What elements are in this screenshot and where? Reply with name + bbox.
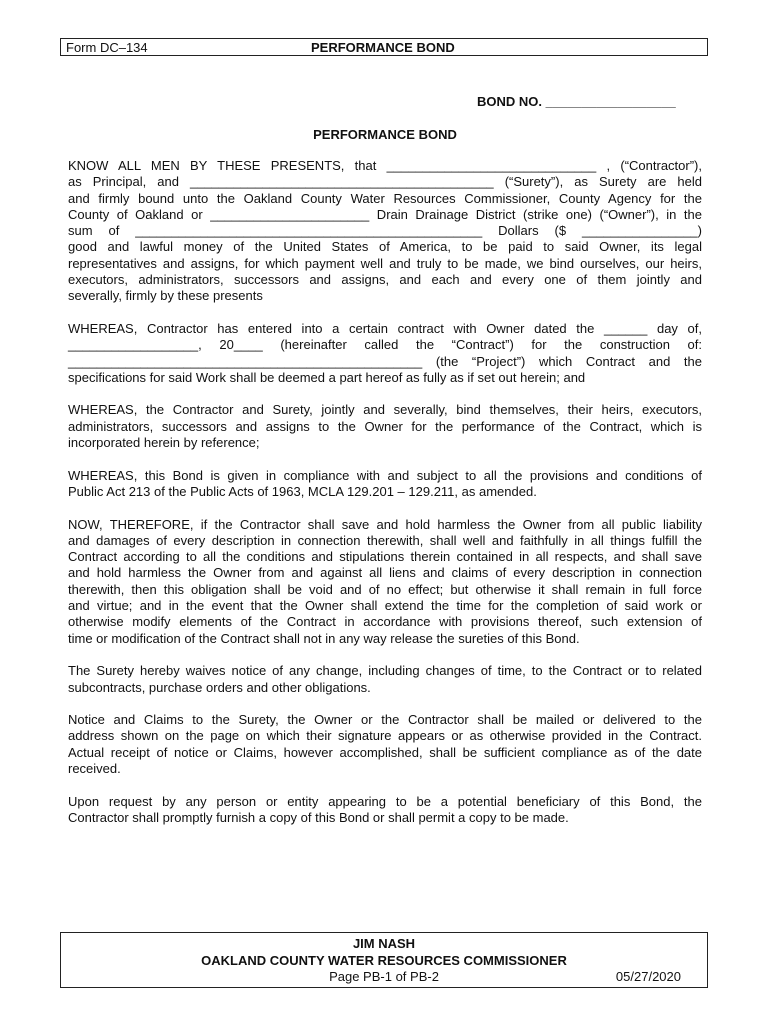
footer-organization: OAKLAND COUNTY WATER RESOURCES COMMISSIONER [201, 953, 567, 968]
form-number: Form DC–134 [66, 40, 148, 55]
paragraph-line: received. [68, 760, 121, 776]
footer-name: JIM NASH [352, 936, 416, 951]
paragraph-line: otherwise modify elements of the Contract in accordance with provisions thereof, such extension of [68, 614, 702, 630]
paragraph-line: representatives and assigns, for which payment well and truly to be made, we bind ourselves, our heirs, [68, 255, 702, 271]
paragraph-line: and damages of every description in connection therewith, shall well and faithfully in all things fulfill the [68, 532, 702, 548]
paragraph [68, 794, 702, 827]
paragraph-line: severally, firmly by these presents [68, 288, 263, 304]
paragraph-line: _________________________________________________ (the “Project”) which Contract and the [68, 353, 702, 369]
footer-date: 05/27/2020 [615, 969, 681, 984]
paragraph-line: Notice and Claims to the Surety, the Owner or the Contractor shall be mailed or delivered to the [68, 712, 702, 728]
paragraph [68, 517, 702, 647]
paragraph-line: administrators, successors and assigns to the Owner for the performance of the Contract, which is [68, 418, 702, 434]
paragraph-line: incorporated herein by reference; [68, 435, 260, 451]
paragraph-line: NOW, THEREFORE, if the Contractor shall save and hold harmless the Owner from all public liability [68, 516, 702, 532]
paragraph [68, 158, 702, 305]
paragraph-line: WHEREAS, the Contractor and Surety, jointly and severally, bind themselves, their heirs, executors, [68, 402, 702, 418]
paragraph [68, 321, 702, 386]
paragraph-line: as Principal, and __________________________________________ (“Surety”), as Surety are held [68, 174, 702, 190]
paragraph-line: Actual receipt of notice or Claims, however accomplished, shall be sufficient compliance as of the date [68, 744, 702, 760]
paragraph-line: Contractor shall promptly furnish a copy of this Bond or shall permit a copy to be made. [68, 809, 569, 825]
footer-page-number: Page PB-1 of PB-2 [329, 969, 439, 984]
paragraph [68, 468, 702, 501]
paragraph-line: County of Oakland or ______________________ Drain Drainage District (strike one) (“Owner”), in the [68, 206, 702, 222]
paragraph-line: and virtue; and in the event that the Owner shall extend the time for the completion of said work or [68, 598, 702, 614]
page-footer [60, 932, 708, 988]
paragraph-line: good and lawful money of the United States of America, to be paid to said Owner, its legal [68, 239, 702, 255]
form-header [60, 38, 708, 56]
paragraph-line: The Surety hereby waives notice of any change, including changes of time, to the Contract or to related [68, 663, 702, 679]
paragraph-line: specifications for said Work shall be deemed a part hereof as fully as if set out herein; and [68, 369, 586, 385]
bond-number-field: BOND NO. __________________ [477, 94, 676, 109]
paragraph [68, 712, 702, 777]
paragraph-line: therewith, then this obligation shall be void and of no effect; but otherwise it shall remain in full force [68, 581, 702, 597]
paragraph [68, 402, 702, 451]
paragraph-line: sum of ________________________________________________ Dollars ($ ________________) [68, 223, 702, 239]
paragraph-line: WHEREAS, Contractor has entered into a certain contract with Owner dated the ______ day of, [68, 320, 702, 336]
paragraph-line: time or modification of the Contract shall not in any way release the sureties of this Bond. [68, 630, 580, 646]
paragraph-line: and hold harmless the Owner from and against all liens and claims of every description in connection [68, 565, 702, 581]
bond-body-text [68, 158, 702, 842]
header-title: PERFORMANCE BOND [311, 40, 455, 55]
paragraph-line: address shown on the page on which their signature appears or as otherwise provided in the Contract. [68, 728, 702, 744]
paragraph-line: and firmly bound unto the Oakland County Water Resources Commissioner, County Agency for the [68, 190, 702, 206]
paragraph-line: executors, administrators, successors and assigns, and each and every one of them jointly and [68, 272, 702, 288]
paragraph-line: __________________, 20____ (hereinafter called the “Contract”) for the construction of: [68, 337, 702, 353]
document-title: PERFORMANCE BOND [313, 127, 457, 142]
paragraph-line: Contract according to all the conditions and stipulations therein contained in all respects, and shall save [68, 549, 702, 565]
paragraph-line: subcontracts, purchase orders and other obligations. [68, 679, 371, 695]
paragraph-line: Upon request by any person or entity appearing to be a potential beneficiary of this Bond, the [68, 793, 702, 809]
paragraph-line: KNOW ALL MEN BY THESE PRESENTS, that _____________________________ , (“Contractor”), [68, 158, 702, 173]
paragraph-line: Public Act 213 of the Public Acts of 1963, MCLA 129.201 – 129.211, as amended. [68, 483, 537, 499]
paragraph-line: WHEREAS, this Bond is given in compliance with and subject to all the provisions and conditions of [68, 467, 702, 483]
paragraph [68, 663, 702, 696]
